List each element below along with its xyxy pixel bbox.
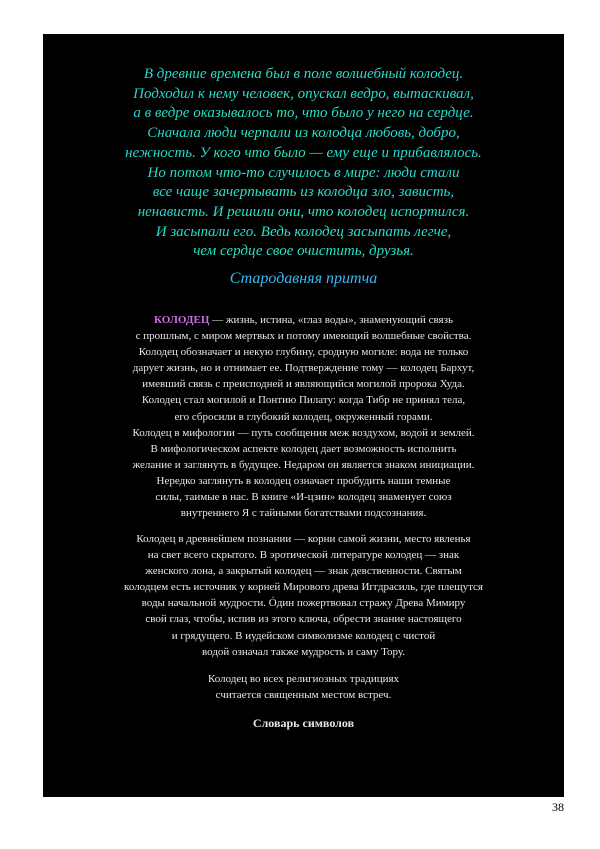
article-paragraph-2 [43, 531, 564, 660]
article-line: с прошлым, с миром мертвых и потому имеющий волшебные свойства. [135, 330, 472, 343]
poem-line: а в ведре оказывалось то, что было у него на сердце. [133, 105, 474, 122]
article-line: силы, таимые в нас. В книге «И-цзин» колодец знаменует союз [155, 491, 452, 504]
article-first-line [43, 312, 564, 328]
article-line: воды начальной мудрости. Óдин пожертвовал стражу Древа Мимиру [141, 597, 466, 610]
source-attribution: Словарь символов [252, 716, 355, 730]
poem-line: Подходил к нему человек, опускал ведро, вытаскивал, [133, 85, 474, 102]
article-line: женского лона, а закрытый колодец — знак девственности. Святым [145, 565, 462, 578]
article-paragraph-3 [43, 671, 564, 703]
poem-line: Сначала люди черпали из колодца любовь, добро, [147, 125, 460, 142]
article-line: и грядущего. В иудейском символизме колодец с чистой [171, 629, 436, 642]
article-paragraph-1 [43, 312, 564, 521]
article-line: водой означал также мудрость и саму Тору. [202, 645, 405, 658]
article-line: его сбросили в глубокий колодец, окруженный горами. [174, 410, 433, 423]
article-line: свой глаз, чтобы, испив из этого ключа, обрести знание настоящего [145, 613, 462, 626]
poem-line: В древние времена был в поле волшебный колодец. [143, 66, 464, 82]
article-line: Нередко заглянуть в колодец означает пробудить наши темные [156, 474, 451, 487]
article-line: В мифологическом аспекте колодец дает возможность исполнить [150, 442, 457, 455]
article-first-line-rest: — жизнь, истина, «глаз воды», знаменующий связь [209, 314, 453, 326]
poem [43, 65, 564, 262]
article-line: Колодец во всех религиозных традициях [207, 673, 400, 685]
article-line: Колодец стал могилой и Понтию Пилату: когда Тибр не принял тела, [141, 394, 466, 407]
article-line: колодцем есть источник у корней Мирового древа Иггдрасиль, где плещутся [124, 581, 483, 594]
poem-line: все чаще зачерпывать из колодца зло, зависть, [152, 184, 455, 201]
poem-line: нежность. У кого что было — ему еще и прибавлялось. [125, 144, 482, 161]
poem-title: Стародавняя притча [229, 270, 378, 287]
article-line: дарует жизнь, но и отнимает ее. Подтверждение тому — колодец Бархут, [132, 362, 475, 375]
article-line: Колодец обозначает и некую глубину, сродную могиле: вода не только [138, 346, 469, 359]
page-number: 38 [552, 800, 564, 814]
article-keyword: КОЛОДЕЦ [154, 314, 210, 326]
poem-line: ненависть. И решили они, что колодец испортился. [137, 203, 470, 220]
article-line: на свет всего скрытого. В эротической литературе колодец — знак [147, 549, 460, 562]
article-line: Колодец в мифологии — путь сообщения меж воздухом, водой и землей. [132, 426, 475, 439]
poem-line: чем сердце свое очистить, друзья. [193, 243, 414, 260]
article-line: считается священным местом встреч. [215, 689, 392, 702]
article-line: желание и заглянуть в будущее. Недаром он является знаком инициации. [132, 458, 475, 471]
article-line: внутреннего Я с тайными богатствами подсознания. [180, 507, 427, 520]
article-line: имевший связь с преисподней и являющийся могилой пророка Худа. [142, 378, 465, 391]
content-panel [43, 34, 564, 797]
article-line: Колодец в древнейшем познании — корни самой жизни, место явленья [136, 533, 471, 545]
poem-line: И засыпали его. Ведь колодец засыпать легче, [155, 223, 452, 240]
poem-line: Но потом что-то случилось в мире: люди стали [147, 164, 460, 181]
